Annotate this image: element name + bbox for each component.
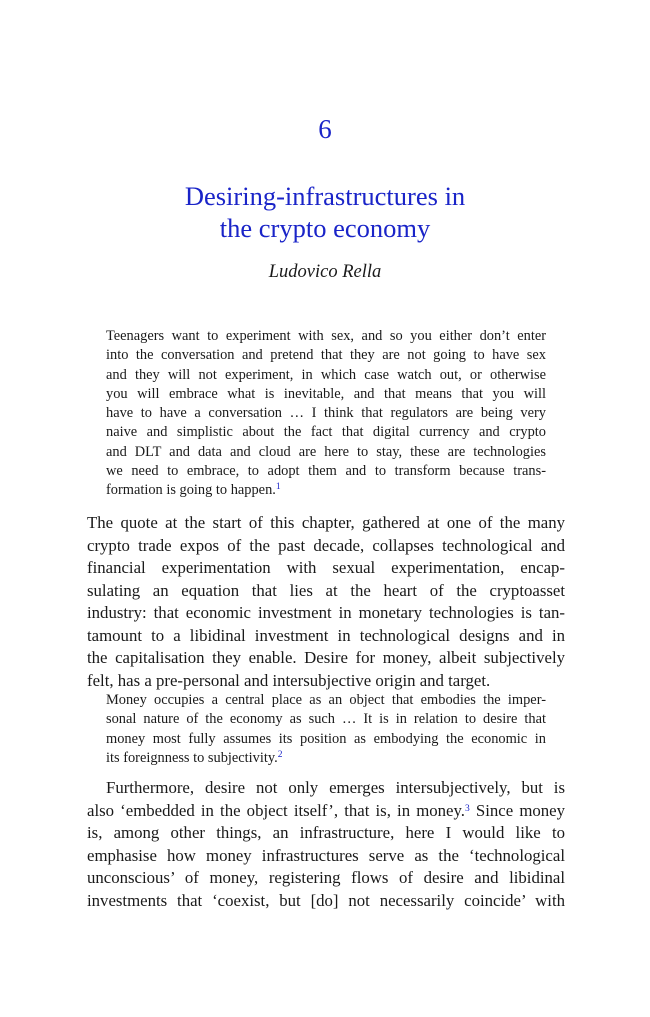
body-line: tamount to a libidinal investment in technological designs and in — [87, 625, 565, 645]
footnote-ref[interactable]: 1 — [275, 482, 281, 492]
body-paragraph — [87, 512, 565, 692]
quote-line: Money occupies a central place as an object that embodies the imper- — [106, 692, 546, 708]
epigraph-line: Teenagers want to experiment with sex, and so you either don’t enter — [106, 328, 546, 344]
author-name: Ludovico Rella — [268, 262, 382, 282]
chapter-title-line: Desiring-infrastructures in — [184, 181, 466, 211]
footnote-ref[interactable]: 2 — [277, 749, 283, 760]
epigraph-line: you will embrace what is inevitable, and that means that you will — [106, 385, 546, 402]
body-line: financial experimentation with sexual experimentation, encap- — [87, 558, 565, 577]
body-line: Furthermore, desire not only emerges intersubjectively, but is — [106, 778, 565, 797]
epigraph-line: and DLT and data and cloud are here to stay, these are technologies — [106, 443, 546, 460]
body-line-with-note — [87, 800, 565, 823]
body-line-part: Since money — [469, 800, 565, 820]
body-line: the capitalisation they enable. Desire for money, albeit subjectively — [87, 648, 565, 667]
epigraph-quote — [106, 327, 546, 500]
body-line: crypto trade expos of the past decade, collapses technological and — [87, 535, 565, 555]
body-line: felt, has a pre-personal and intersubjective origin and target. — [87, 670, 491, 690]
quote-line: money most fully assumes its position as embodying the economic in — [106, 730, 546, 747]
footnote-ref[interactable]: 3 — [465, 803, 470, 814]
epigraph-line: into the conversation and pretend that they are not going to have sex — [106, 347, 546, 364]
body-line: investments that ‘coexist, but [do] not necessarily coincide’ with — [87, 890, 565, 910]
epigraph-line: naive and simplistic about the fact that digital currency and crypto — [106, 424, 546, 441]
epigraph-line-text: formation is going to happen. — [106, 482, 276, 498]
epigraph-line: and they will not experiment, in which case watch out, or otherwise — [106, 366, 546, 383]
body-line-part: also ‘embedded in the object itself’, that is, in money. — [87, 800, 466, 820]
epigraph-line: have to have a conversation … I think that regulators are being very — [106, 405, 546, 421]
epigraph-line: we need to embrace, to adopt them and to transform because trans- — [106, 462, 546, 479]
quote-line: sonal nature of the economy as such … It is in relation to desire that — [106, 711, 546, 728]
quote-line-text: its foreignness to subjectivity. — [106, 749, 278, 766]
chapter-number: 6 — [318, 114, 332, 144]
epigraph-last-line — [106, 481, 546, 500]
body-line: unconscious’ of money, registering flows of desire and libidinal — [87, 868, 565, 887]
block-quote — [106, 691, 546, 768]
chapter-title — [0, 180, 650, 244]
body-line: industry: that economic investment in monetary technologies is tan- — [87, 603, 565, 622]
quote-last-line — [106, 749, 546, 768]
body-line: is, among other things, an infrastructure, here I would like to — [87, 823, 565, 842]
body-line: emphasise how money infrastructures serve as the ‘technological — [87, 845, 565, 865]
body-line: sulating an equation that lies at the heart of the cryptoasset — [87, 580, 565, 600]
chapter-title-line: the crypto economy — [219, 213, 431, 243]
body-line: The quote at the start of this chapter, gathered at one of the many — [87, 513, 565, 532]
body-paragraph — [87, 777, 565, 912]
